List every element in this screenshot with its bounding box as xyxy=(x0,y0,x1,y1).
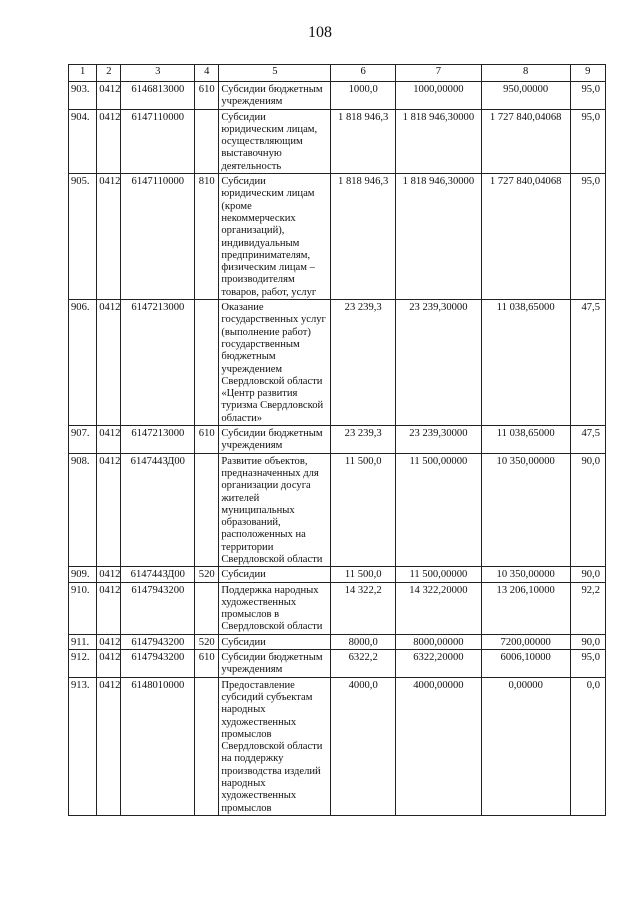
planned-amount: 8000,0 xyxy=(331,634,396,649)
planned-amount: 1 818 946,3 xyxy=(331,109,396,173)
target-article-code: 6147943200 xyxy=(121,582,195,634)
table-row xyxy=(69,634,606,649)
approved-amount: 23 239,30000 xyxy=(395,300,481,426)
target-article-code: 614744ЗД00 xyxy=(121,567,195,582)
column-header: 1 xyxy=(69,65,97,82)
executed-amount: 1 727 840,04068 xyxy=(481,174,570,300)
item-name: Предоставление субсидий субъектам народных художественных промыслов Свердловской области на поддержку производства изделий народных художественных промыслов xyxy=(219,677,331,815)
expense-type-code: 610 xyxy=(195,426,219,454)
executed-amount: 10 350,00000 xyxy=(481,567,570,582)
item-name: Субсидии юридическим лицам (кроме некоммерческих организаций), индивидуальным предпринимателям, физическим лицам – производителям товаров, работ, услуг xyxy=(219,174,331,300)
target-article-code: 6147213000 xyxy=(121,426,195,454)
execution-percent: 95,0 xyxy=(570,82,605,110)
row-number: 910. xyxy=(69,582,97,634)
item-name: Поддержка народных художественных промыслов в Свердловской области xyxy=(219,582,331,634)
row-number: 905. xyxy=(69,174,97,300)
row-number: 906. xyxy=(69,300,97,426)
section-code: 0412 xyxy=(97,582,121,634)
approved-amount: 23 239,30000 xyxy=(395,426,481,454)
executed-amount: 13 206,10000 xyxy=(481,582,570,634)
expense-type-code: 520 xyxy=(195,567,219,582)
planned-amount: 11 500,0 xyxy=(331,567,396,582)
expense-type-code xyxy=(195,582,219,634)
column-header: 7 xyxy=(395,65,481,82)
table-row xyxy=(69,300,606,426)
execution-percent: 95,0 xyxy=(570,109,605,173)
expense-type-code xyxy=(195,453,219,567)
section-code: 0412 xyxy=(97,109,121,173)
approved-amount: 1000,00000 xyxy=(395,82,481,110)
approved-amount: 1 818 946,30000 xyxy=(395,174,481,300)
column-header: 6 xyxy=(331,65,396,82)
column-header: 2 xyxy=(97,65,121,82)
expense-type-code: 520 xyxy=(195,634,219,649)
column-header: 8 xyxy=(481,65,570,82)
approved-amount: 6322,20000 xyxy=(395,650,481,678)
section-code: 0412 xyxy=(97,567,121,582)
table-row xyxy=(69,82,606,110)
target-article-code: 6147213000 xyxy=(121,300,195,426)
budget-table xyxy=(68,64,606,816)
execution-percent: 95,0 xyxy=(570,174,605,300)
section-code: 0412 xyxy=(97,426,121,454)
table-row xyxy=(69,174,606,300)
row-number: 912. xyxy=(69,650,97,678)
target-article-code: 6147110000 xyxy=(121,174,195,300)
planned-amount: 14 322,2 xyxy=(331,582,396,634)
page-number: 108 xyxy=(308,24,332,41)
executed-amount: 6006,10000 xyxy=(481,650,570,678)
executed-amount: 950,00000 xyxy=(481,82,570,110)
section-code: 0412 xyxy=(97,300,121,426)
table-row xyxy=(69,582,606,634)
execution-percent: 90,0 xyxy=(570,634,605,649)
table-row xyxy=(69,109,606,173)
executed-amount: 11 038,65000 xyxy=(481,300,570,426)
target-article-code: 6147110000 xyxy=(121,109,195,173)
target-article-code: 6148010000 xyxy=(121,677,195,815)
approved-amount: 4000,00000 xyxy=(395,677,481,815)
column-header: 4 xyxy=(195,65,219,82)
executed-amount: 1 727 840,04068 xyxy=(481,109,570,173)
row-number: 913. xyxy=(69,677,97,815)
approved-amount: 11 500,00000 xyxy=(395,453,481,567)
executed-amount: 10 350,00000 xyxy=(481,453,570,567)
approved-amount: 11 500,00000 xyxy=(395,567,481,582)
approved-amount: 14 322,20000 xyxy=(395,582,481,634)
execution-percent: 90,0 xyxy=(570,567,605,582)
execution-percent: 47,5 xyxy=(570,426,605,454)
planned-amount: 1000,0 xyxy=(331,82,396,110)
header-row xyxy=(69,65,606,82)
column-header: 3 xyxy=(121,65,195,82)
expense-type-code xyxy=(195,300,219,426)
target-article-code: 614744ЗД00 xyxy=(121,453,195,567)
execution-percent: 0,0 xyxy=(570,677,605,815)
planned-amount: 23 239,3 xyxy=(331,300,396,426)
table-row xyxy=(69,650,606,678)
table-row xyxy=(69,453,606,567)
planned-amount: 11 500,0 xyxy=(331,453,396,567)
item-name: Субсидии бюджетным учреждениям xyxy=(219,650,331,678)
row-number: 904. xyxy=(69,109,97,173)
execution-percent: 92,2 xyxy=(570,582,605,634)
item-name: Субсидии xyxy=(219,634,331,649)
approved-amount: 1 818 946,30000 xyxy=(395,109,481,173)
item-name: Развитие объектов, предназначенных для организации досуга жителей муниципальных образований, расположенных на территории Свердловской области xyxy=(219,453,331,567)
table-body xyxy=(69,82,606,816)
executed-amount: 11 038,65000 xyxy=(481,426,570,454)
executed-amount: 0,00000 xyxy=(481,677,570,815)
section-code: 0412 xyxy=(97,634,121,649)
item-name: Субсидии бюджетным учреждениям xyxy=(219,82,331,110)
executed-amount: 7200,00000 xyxy=(481,634,570,649)
target-article-code: 6146813000 xyxy=(121,82,195,110)
column-header: 5 xyxy=(219,65,331,82)
expense-type-code xyxy=(195,109,219,173)
execution-percent: 47,5 xyxy=(570,300,605,426)
section-code: 0412 xyxy=(97,677,121,815)
expense-type-code xyxy=(195,677,219,815)
table-row xyxy=(69,567,606,582)
section-code: 0412 xyxy=(97,650,121,678)
expense-type-code: 810 xyxy=(195,174,219,300)
section-code: 0412 xyxy=(97,82,121,110)
row-number: 903. xyxy=(69,82,97,110)
row-number: 909. xyxy=(69,567,97,582)
planned-amount: 23 239,3 xyxy=(331,426,396,454)
planned-amount: 6322,2 xyxy=(331,650,396,678)
target-article-code: 6147943200 xyxy=(121,634,195,649)
section-code: 0412 xyxy=(97,174,121,300)
item-name: Оказание государственных услуг (выполнение работ) государственным бюджетным учреждением Свердловской области «Центр развития туризма Свердловской области» xyxy=(219,300,331,426)
row-number: 911. xyxy=(69,634,97,649)
table-header xyxy=(69,65,606,82)
expense-type-code: 610 xyxy=(195,82,219,110)
item-name: Субсидии xyxy=(219,567,331,582)
execution-percent: 90,0 xyxy=(570,453,605,567)
column-header: 9 xyxy=(570,65,605,82)
target-article-code: 6147943200 xyxy=(121,650,195,678)
item-name: Субсидии бюджетным учреждениям xyxy=(219,426,331,454)
item-name: Субсидии юридическим лицам, осуществляющим выставочную деятельность xyxy=(219,109,331,173)
execution-percent: 95,0 xyxy=(570,650,605,678)
table-row xyxy=(69,426,606,454)
section-code: 0412 xyxy=(97,453,121,567)
expense-type-code: 610 xyxy=(195,650,219,678)
row-number: 907. xyxy=(69,426,97,454)
row-number: 908. xyxy=(69,453,97,567)
planned-amount: 4000,0 xyxy=(331,677,396,815)
table-row xyxy=(69,677,606,815)
planned-amount: 1 818 946,3 xyxy=(331,174,396,300)
approved-amount: 8000,00000 xyxy=(395,634,481,649)
